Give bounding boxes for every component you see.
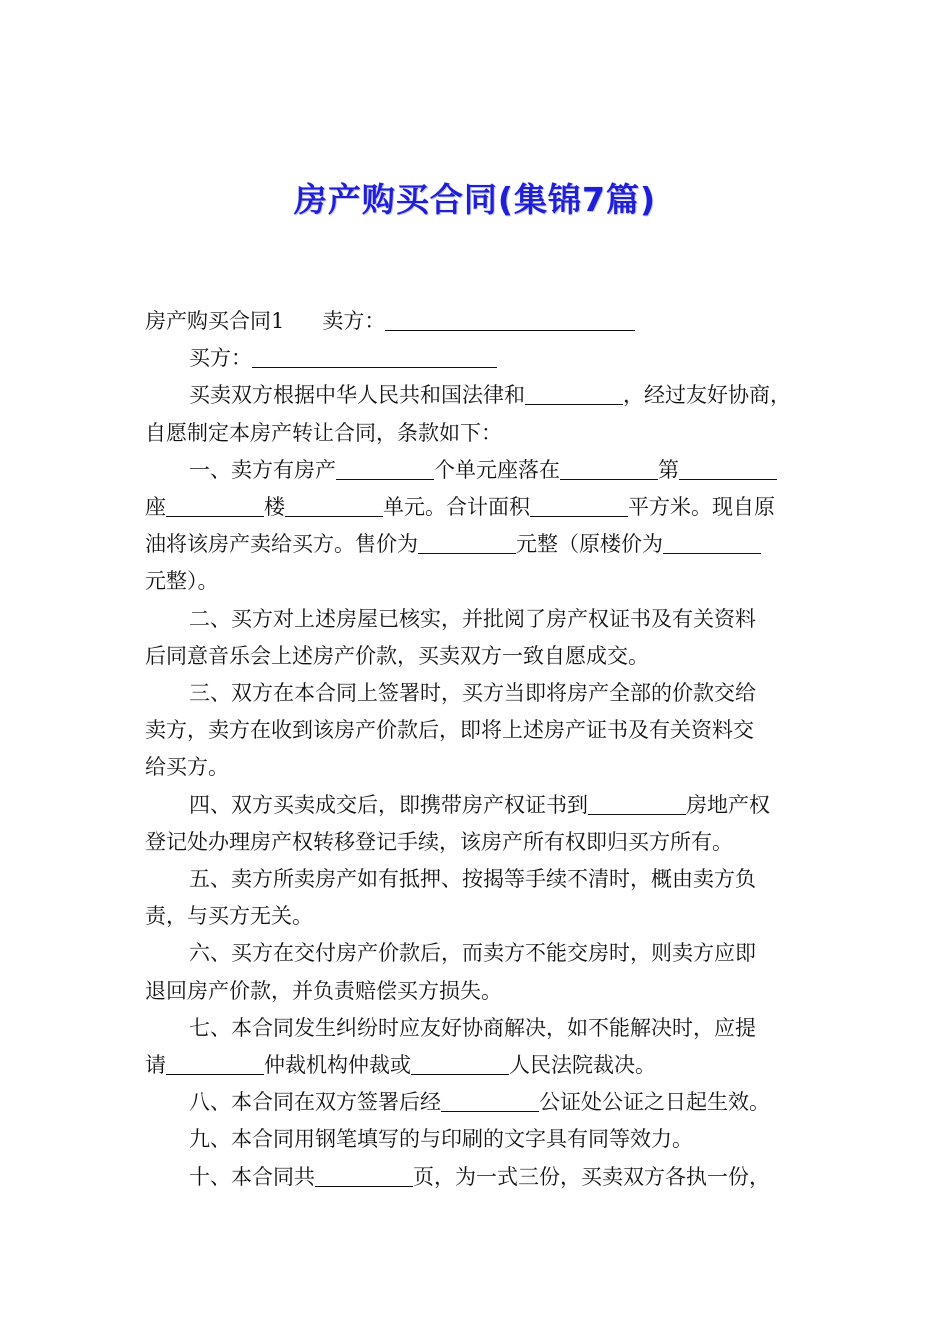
text-span: 公证处公证之日起生效。 [539,1090,770,1115]
clause-1-line-4 [145,563,811,600]
clause-10-line [145,1159,811,1196]
text-span: 请 [145,1053,166,1078]
clause-5-line-2 [145,898,811,935]
text-span: 二、买方对上述房屋已核实，并批阅了房产权证书及有关资料 [189,606,756,631]
buyer-label: 买方： [189,346,252,371]
text-span: ，经过友好协商， [623,383,791,408]
clause-1-line-1 [145,452,811,489]
clause-8-line [145,1084,811,1121]
intro-line-1 [145,377,811,414]
text-span: 责，与买方无关。 [145,904,313,929]
clause-4-line-2 [145,824,811,861]
text-span: 九、本合同用钢笔填写的与印刷的文字具有同等效力。 [189,1127,693,1152]
buyer-line [145,340,811,377]
contract-heading-line [145,303,811,340]
contract-body [145,303,811,1196]
seller-blank [385,309,635,331]
clause-3-line-2 [145,712,811,749]
blank-field [441,1090,539,1112]
blank-field [418,532,516,554]
clause-3-line-3 [145,749,811,786]
document-title: 房产购买合同(集锦7篇) [293,180,657,219]
contract-heading: 房产购买合同1 [145,309,285,333]
blank-field [336,458,434,480]
text-span: 座 [145,495,166,520]
text-span: 元整）。 [145,569,219,594]
buyer-blank [252,346,497,368]
text-span: 页，为一式三份，买卖双方各执一份， [413,1164,770,1189]
clause-1-line-2 [145,489,811,526]
clause-3-line-1 [145,675,811,712]
clause-2-line-1 [145,601,811,638]
blank-field [166,1053,264,1075]
clause-4-line-1 [145,787,811,824]
text-span: 平方米。现自原 [628,495,775,520]
clause-5-line-1 [145,861,811,898]
clause-9-line [145,1121,811,1158]
text-span: 房地产权 [686,792,770,817]
text-span: 十、本合同共 [189,1164,315,1189]
text-span: 卖方，卖方在收到该房产价款后，即将上述房产证书及有关资料交 [145,718,754,743]
text-span: 人民法院裁决。 [509,1053,656,1078]
text-span: 五、卖方所卖房产如有抵押、按揭等手续不清时，概由卖方负 [189,867,756,892]
text-span: 个单元座落在 [434,457,560,482]
blank-field [315,1165,413,1187]
blank-field [411,1053,509,1075]
clause-7-line-2 [145,1047,811,1084]
text-span: 给买方。 [145,755,229,780]
text-span: 退回房产价款，并负责赔偿买方损失。 [145,978,502,1003]
blank-field [285,495,383,517]
text-span: 七、本合同发生纠纷时应友好协商解决，如不能解决时，应提 [189,1015,756,1040]
text-span: 六、买方在交付房产价款后，而卖方不能交房时，则卖方应即 [189,941,756,966]
blank-field [525,383,623,405]
text-span: 登记处办理房产权转移登记手续，该房产所有权即归买方所有。 [145,829,733,854]
text-span: 第 [658,457,679,482]
seller-label: 卖方： [322,309,386,333]
clause-2-line-2 [145,638,811,675]
blank-field [166,495,264,517]
blank-field [663,532,761,554]
intro-line-2 [145,415,811,452]
clause-6-line-1 [145,935,811,972]
text-span: 自愿制定本房产转让合同，条款如下： [145,420,502,445]
text-span: 后同意音乐会上述房产价款，买卖双方一致自愿成交。 [145,643,649,668]
clause-7-line-1 [145,1010,811,1047]
text-span: 元整（原楼价为 [516,532,663,557]
blank-field [560,458,658,480]
clause-1-line-3 [145,526,811,563]
text-span: 单元。合计面积 [383,495,530,520]
text-span: 八、本合同在双方签署后经 [189,1090,441,1115]
clause-6-line-2 [145,973,811,1010]
text-span: 一、卖方有房产 [189,457,336,482]
blank-field [530,495,628,517]
text-span: 四、双方买卖成交后，即携带房产权证书到 [189,792,588,817]
text-span: 买卖双方根据中华人民共和国法律和 [189,383,525,408]
text-span: 楼 [264,495,285,520]
text-span: 三、双方在本合同上签署时，买方当即将房产全部的价款交给 [189,681,756,706]
blank-field [588,793,686,815]
text-span: 仲裁机构仲裁或 [264,1053,411,1078]
text-span: 油将该房产卖给买方。售价为 [145,532,418,557]
blank-field [679,458,777,480]
